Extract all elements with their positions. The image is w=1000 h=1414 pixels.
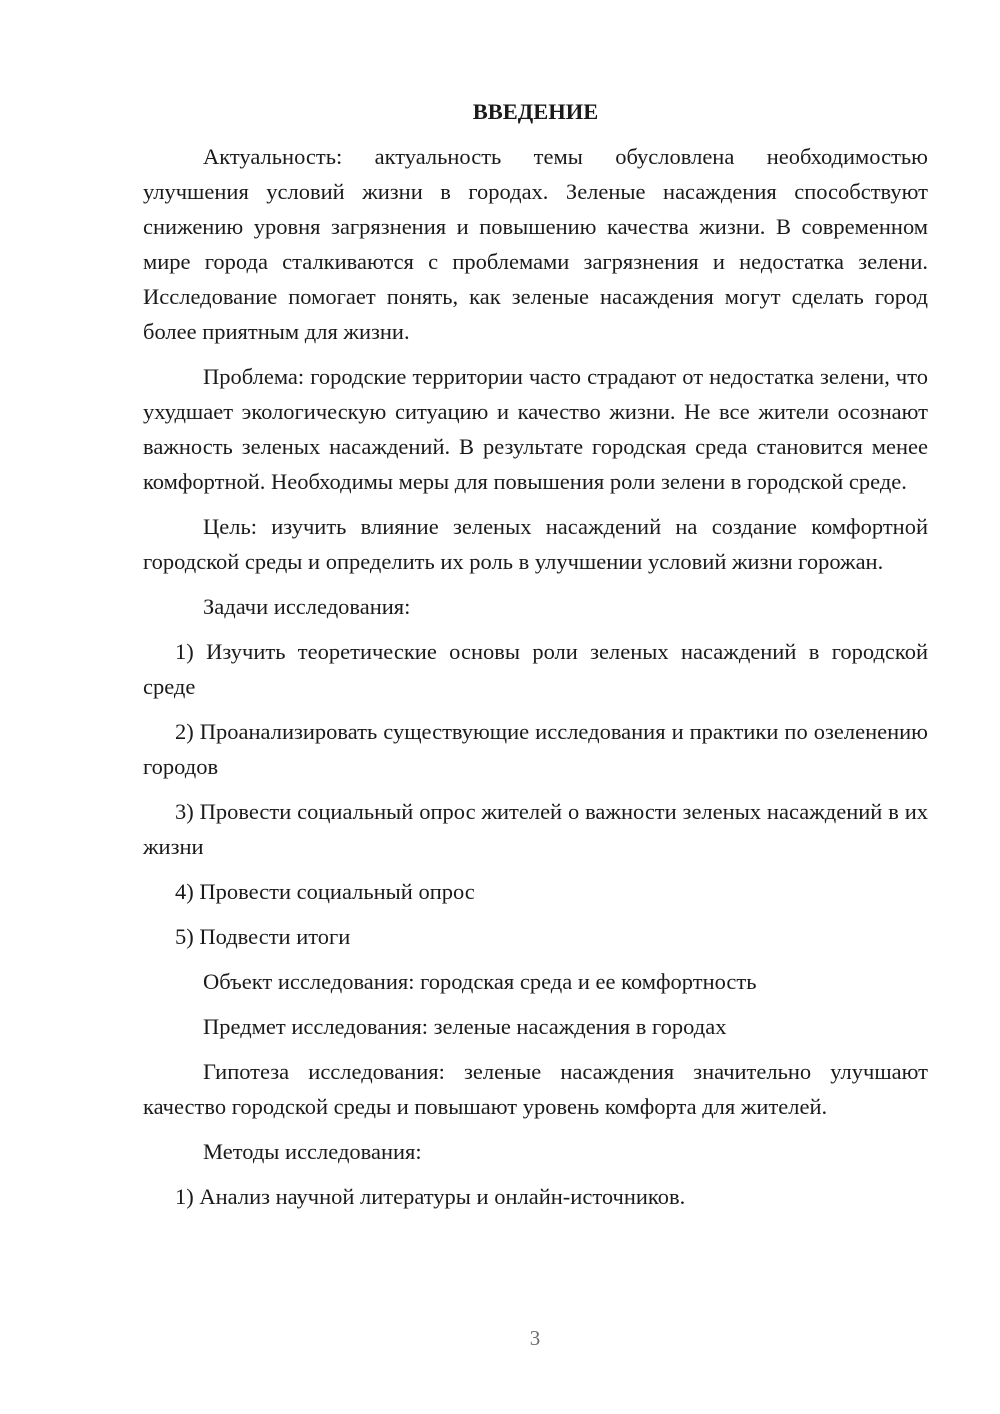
- methods-heading: Методы исследования:: [203, 1139, 422, 1164]
- object-paragraph: Объект исследования: городская среда и ее комфортность: [203, 969, 757, 994]
- hypothesis-paragraph: Гипотеза исследования: зеленые насаждения значительно улучшают качество городской среды и повышают уровень комфорта для жителей.: [143, 1059, 928, 1119]
- page-number: 3: [529, 1326, 541, 1350]
- task-item-2: 2) Проанализировать существующие исследования и практики по озеленению городов: [143, 719, 928, 779]
- task-item-3: 3) Провести социальный опрос жителей о важности зеленых насаждений в их жизни: [143, 799, 928, 859]
- problem-paragraph: Проблема: городские территории часто страдают от недостатка зелени, что ухудшает экологическую ситуацию и качество жизни. Не все жители осознают важность зеленых насаждений. В результате городская среда становится менее комфортной. Необходимы меры для повышения роли зелени в городской среде.: [143, 364, 928, 494]
- page-title: ВВЕДЕНИЕ: [472, 99, 599, 124]
- subject-paragraph: Предмет исследования: зеленые насаждения в городах: [203, 1014, 727, 1039]
- task-item-1: 1) Изучить теоретические основы роли зеленых насаждений в городской среде: [143, 639, 928, 699]
- relevance-paragraph: Актуальность: актуальность темы обусловлена необходимостью улучшения условий жизни в городах. Зеленые насаждения способствуют снижению уровня загрязнения и повышению качества жизни. В современном мире города сталкиваются с проблемами загрязнения и недостатка зелени. Исследование помогает понять, как зеленые насаждения могут сделать город более приятным для жизни.: [143, 144, 928, 344]
- goal-paragraph: Цель: изучить влияние зеленых насаждений на создание комфортной городской среды и определить их роль в улучшении условий жизни горожан.: [143, 514, 928, 574]
- document-body: [143, 94, 928, 1224]
- task-item-5: 5) Подвести итоги: [175, 924, 351, 949]
- tasks-heading: Задачи исследования:: [203, 594, 411, 619]
- task-item-4: 4) Провести социальный опрос: [175, 879, 475, 904]
- method-item-1: 1) Анализ научной литературы и онлайн-источников.: [175, 1184, 686, 1209]
